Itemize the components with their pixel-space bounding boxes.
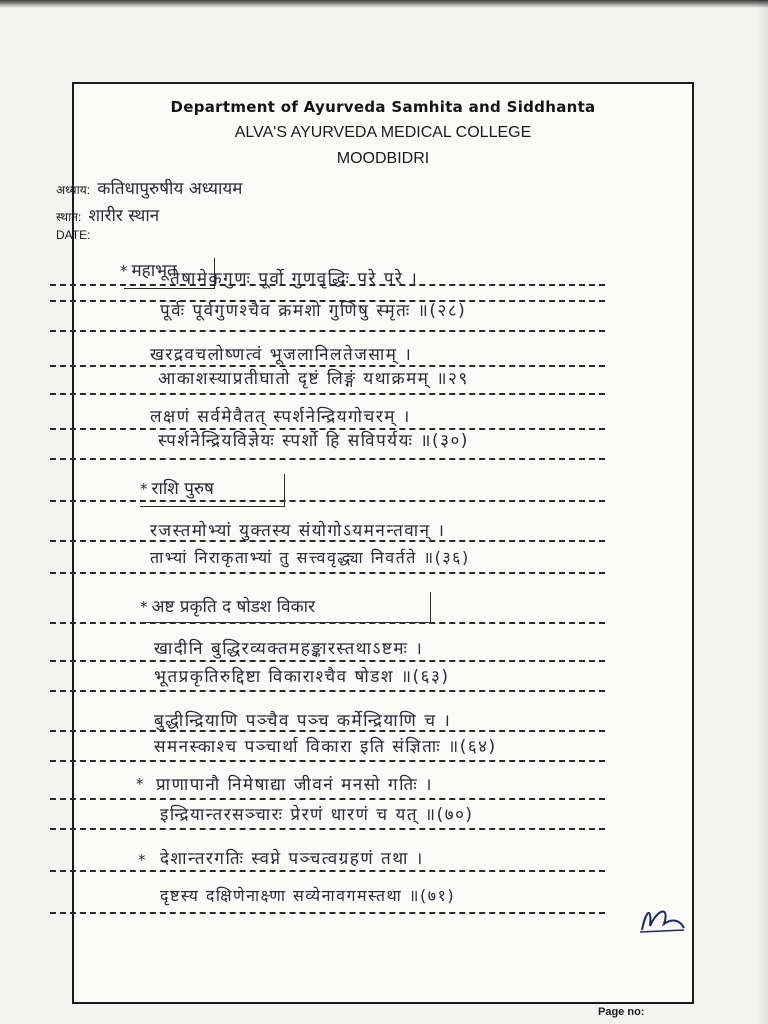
college-place: MOODBIDRI xyxy=(336,150,430,167)
verse-line: तेषामेकगुणः पूर्वो गुणवृद्धिः परे परे । xyxy=(170,269,419,289)
verse-line: बुद्धीन्द्रियाणि पञ्चैव पञ्च कर्मेन्द्रियाणि च । xyxy=(154,711,452,731)
ruled-line xyxy=(50,690,605,692)
verse-line: इन्द्रियान्तरसञ्चारः प्रेरणं धारणं च यत् ॥(७०) xyxy=(160,805,474,825)
section-heading-mahabhuta: * महाभूत xyxy=(120,261,177,281)
verse-line: खादीनि बुद्धिरव्यक्तमहङ्कारस्तथाऽष्टमः । xyxy=(154,639,424,659)
verse-line: दृष्टस्य दक्षिणेनाक्ष्णा सव्येनावगमस्तथा ॥(७१) xyxy=(160,886,456,905)
date-label: DATE: xyxy=(56,228,91,242)
page-edge-shadow xyxy=(756,0,768,1024)
ruled-line xyxy=(50,330,605,332)
asterisk-icon: * xyxy=(136,775,144,793)
page-shadow xyxy=(0,0,768,8)
verse-line: देशान्तरगतिः स्वप्ने पञ्चत्वग्रहणं तथा । xyxy=(160,849,424,869)
verse-line: प्राणापानौ निमेषाद्या जीवनं मनसो गतिः । xyxy=(156,775,433,795)
verse-line: भूतप्रकृतिरुद्दिष्टा विकाराश्चैव षोडश ॥(६३) xyxy=(154,667,450,687)
ruled-line xyxy=(50,458,605,460)
verse-line: लक्षणं सर्वमेवैतत् स्पर्शनेन्द्रियगोचरम् । xyxy=(150,407,411,427)
verse-line: आकाशस्याप्रतीघातो दृष्टं लिङ्गं यथाक्रमम् ॥२९ xyxy=(158,369,469,389)
page-number-label: Page no: xyxy=(598,1006,645,1018)
verse-line: समनस्काश्च पञ्चार्था विकारा इति संज्ञिताः ॥(६४) xyxy=(154,737,497,757)
sthana-row xyxy=(56,203,159,226)
ruled-line xyxy=(50,828,605,830)
signature-mark xyxy=(636,900,688,940)
chapter-row xyxy=(56,176,242,199)
heading-underline-box xyxy=(140,592,431,623)
asterisk-icon: * xyxy=(140,480,148,498)
verse-line: खरद्रवचलोष्णत्वं भूजलानिलतेजसाम् । xyxy=(150,345,413,365)
asterisk-icon: * xyxy=(140,598,148,616)
ruled-line xyxy=(50,500,605,502)
date-row xyxy=(56,228,90,242)
ruled-line xyxy=(50,393,605,395)
verse-line: रजस्तमोभ्यां युक्तस्य संयोगोऽयमनन्तवान् । xyxy=(150,521,446,541)
department-heading: Department of Ayurveda Samhita and Siddhanta xyxy=(170,98,596,116)
ruled-line xyxy=(50,660,605,662)
verse-line: ताभ्यां निराकृताभ्यां तु सत्त्ववृद्ध्या निवर्तते ॥(३६) xyxy=(150,548,470,567)
section-heading-ashta-prakriti: * अष्ट प्रकृति द षोडश विकार xyxy=(140,597,316,617)
asterisk-icon: * xyxy=(120,262,128,280)
chapter-value: कतिधापुरुषीय अध्यायम xyxy=(97,179,243,199)
verse-line: स्पर्शनेन्द्रियविज्ञेयः स्पर्शो हि सविपर्ययः ॥(३०) xyxy=(158,431,469,451)
heading-underline-box xyxy=(140,474,285,507)
section-heading-rashi-purusha: * राशि पुरुष xyxy=(140,479,214,499)
ruled-line xyxy=(50,572,605,574)
college-name: ALVA'S AYURVEDA MEDICAL COLLEGE xyxy=(234,124,532,141)
ruled-line xyxy=(50,798,605,800)
verse-line: पूर्वः पूर्वगुणश्चैव क्रमशो गुणिषु स्मृतः ॥(२८) xyxy=(160,301,467,321)
ruled-line xyxy=(50,760,605,762)
chapter-label: अध्याय: xyxy=(56,183,91,197)
starred-verse xyxy=(136,774,148,794)
ruled-line xyxy=(50,912,605,914)
sthana-value: शारीर स्थान xyxy=(88,206,160,226)
asterisk-icon: * xyxy=(138,851,146,869)
sthana-label: स्थान: xyxy=(56,210,82,224)
ruled-line xyxy=(50,870,605,872)
starred-verse xyxy=(138,850,150,870)
